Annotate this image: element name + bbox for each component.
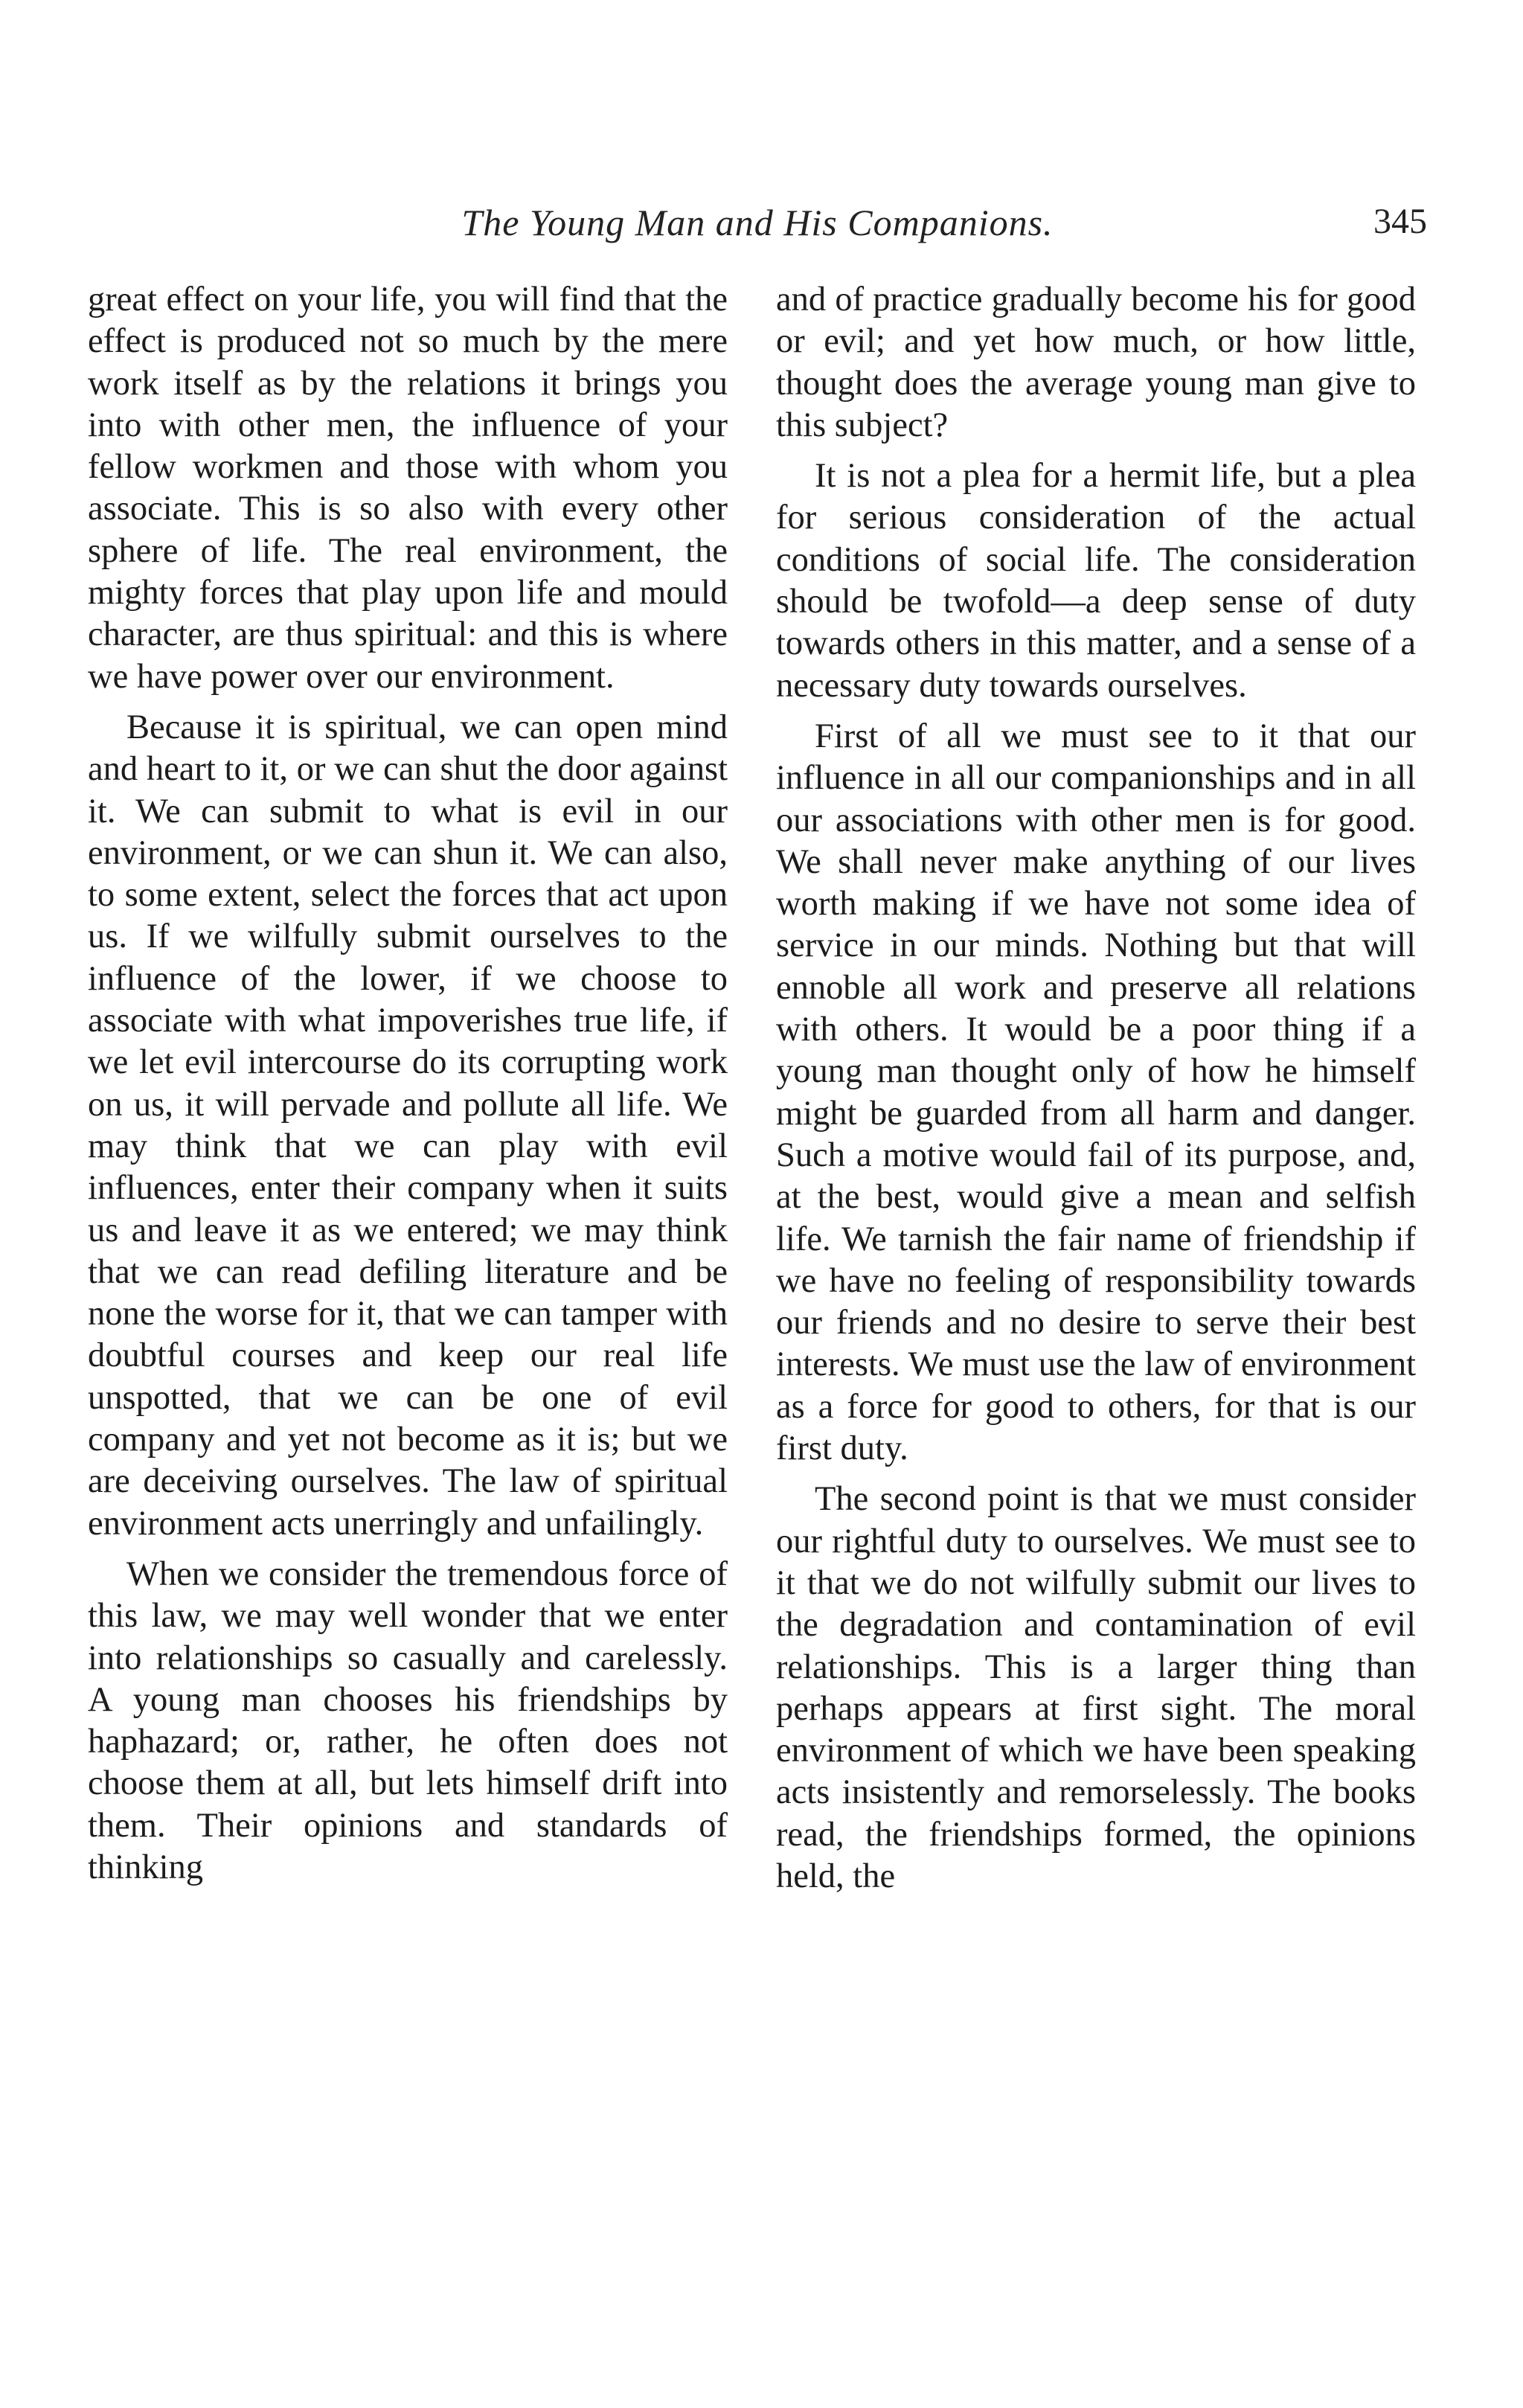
- left-column: [88, 279, 728, 1898]
- paragraph: When we consider the tremendous force of this law, we may well wonder that we enter into relationships so casually and carelessly. A young man chooses his friendships by haphazard; or, rather, he often does not choose them at all, but lets himself drift into them. Their opinions and standards of thinking: [88, 1554, 728, 1886]
- right-column: [776, 279, 1416, 1906]
- paragraph: It is not a plea for a hermit life, but a plea for serious consideration of the actual conditions of social life. The consideration should be twofold—a deep sense of duty towards others in this matter, and a sense of a necessary duty towards ourselves.: [776, 457, 1416, 705]
- paragraph: Because it is spiritual, we can open mind and heart to it, or we can shut the door against it. We can submit to what is evil in our environment, or we can shun it. We can also, to some extent, select the forces that act upon us. If we wilfully submit ourselves to the influence of the lower, if we choose to associate with what impoverishes true life, if we let evil intercourse do its corrupting work on us, it will pervade and pollute all life. We may think that we can play with evil influences, enter their company when it suits us and leave it as we entered; we may think that we can read defiling literature and be none the worse for it, that we can tamper with doubtful courses and keep our real life unspotted, that we can be one of evil company and yet not become as it is; but we are deceiving ourselves. The law of spiritual environment acts unerringly and unfailingly.: [88, 708, 728, 1543]
- page-number: 345: [1373, 202, 1427, 241]
- paragraph: great effect on your life, you will find that the effect is produced not so much by the mere work itself as by the relations it brings you into with other men, the influence of your fellow workmen and those with whom you associate. This is so also with every other sphere of life. The real environment, the mighty forces that play upon life and mould character, are thus spiritual: and this is where we have power over our environment.: [88, 281, 728, 696]
- running-head: [88, 201, 1427, 253]
- running-title: The Young Man and His Companions.: [461, 202, 1054, 243]
- paragraph: First of all we must see to it that our influence in all our companionships and in all our associations with other men is for good. We shall never make anything of our lives worth making if we have not some idea of service in our minds. Nothing but that will ennoble all work and preserve all relations with others. It would be a poor thing if a young man thought only of how he himself might be guarded from all harm and danger. Such a motive would fail of its purpose, and, at the best, would give a mean and selfish life. We tarnish the fair name of friendship if we have no feeling of responsibility towards our friends and no desire to serve their best interests. We must use the law of environment as a force for good to others, for that is our first duty.: [776, 717, 1416, 1468]
- paragraph: and of practice gradually become his for good or evil; and yet how much, or how little, thought does the average young man give to this subject?: [776, 281, 1416, 444]
- paragraph: The second point is that we must consider our rightful duty to ourselves. We must see to it that we do not wilfully submit our lives to the degradation and contamination of evil relationships. This is a larger thing than perhaps appears at first sight. The moral environment of which we have been speaking acts insistently and remorselessly. The books read, the friendships formed, the opinions held, the: [776, 1480, 1416, 1895]
